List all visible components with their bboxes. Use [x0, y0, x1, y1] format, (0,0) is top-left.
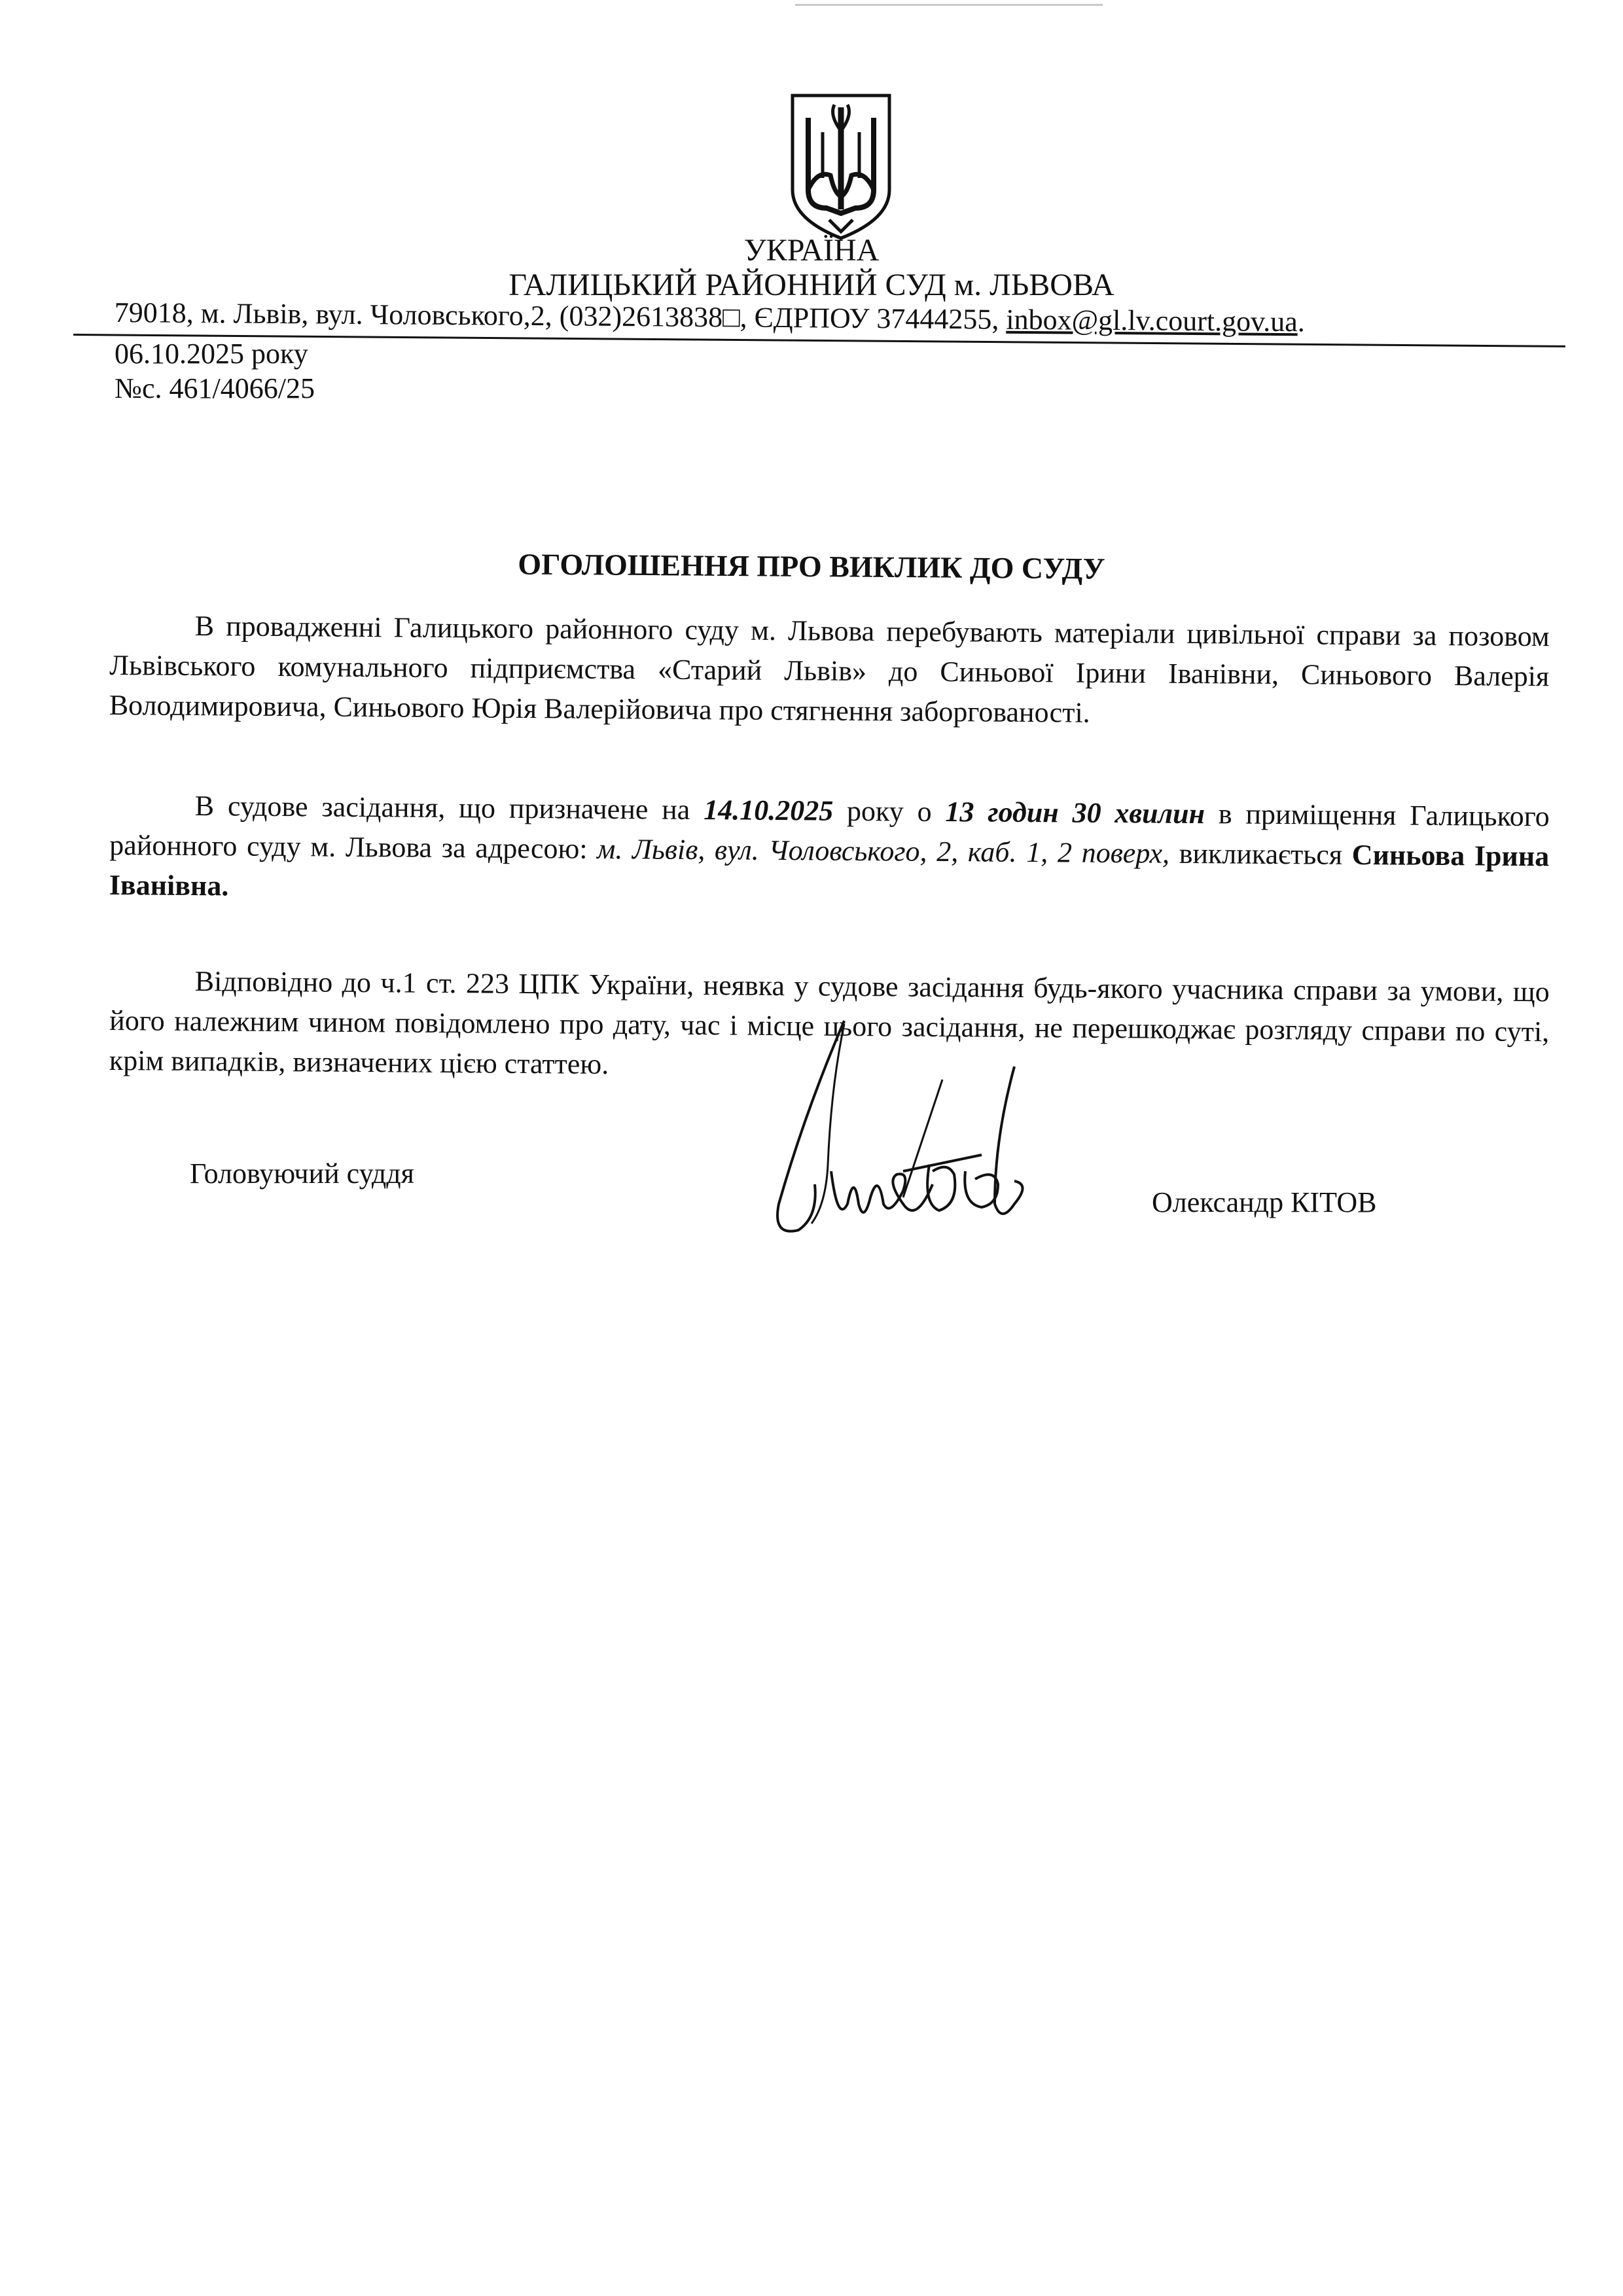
- email-suffix: .: [1297, 306, 1306, 338]
- country-heading: УКРАЇНА: [743, 233, 880, 268]
- court-email-link[interactable]: inbox@gl.lv.court.gov.ua: [1006, 303, 1298, 338]
- scan-artifact-line: [795, 4, 1103, 6]
- signature-scribble-icon: [707, 1008, 1073, 1256]
- summons-lead: В судове засідання, що призначене на: [194, 790, 704, 826]
- judge-name: Олександр КІТОВ: [1152, 1186, 1377, 1218]
- summons-mid3: викликається: [1169, 837, 1352, 871]
- hearing-time: 13 годин 30 хвилин: [945, 796, 1205, 830]
- tryzub-icon: [789, 92, 893, 242]
- paragraph-case-description: В провадженні Галицького районного суду м. Львова перебувають матеріали цивільної справи за позовом Львівського комунального підприємства «Старий Львів» до Синьової Ірини Іванівни, Синьового Валерія Володимировича, Синьового Юрія Валерійовича про стягнення заборгованості.: [109, 610, 1550, 729]
- summons-mid1: року о: [832, 794, 946, 828]
- presiding-judge-label: Головуючий суддя: [190, 1157, 414, 1190]
- case-number: №с. 461/4066/25: [115, 372, 315, 404]
- document-date: 06.10.2025 року: [115, 338, 308, 370]
- handwritten-signature: [707, 1008, 1073, 1256]
- summons-mid2: в приміщення Галицького районного суду м. Львова за адресою:: [109, 798, 1550, 865]
- paragraph-hearing-summons: [109, 785, 1550, 916]
- court-address: 79018, м. Львів, вул. Чоловського,2, (032)2613838□, ЄДРПОУ 37444255,: [114, 296, 999, 336]
- coat-of-arms-icon: [789, 92, 893, 242]
- court-name-heading: ГАЛИЦЬКИЙ РАЙОННИЙ СУД м. ЛЬВОВА: [508, 268, 1115, 302]
- paragraph-legal-notice: Відповідно до ч.1 ст. 223 ЦПК України, неявка у судове засідання будь-якого учасника справи за умови, що його належним чином повідомлено про дату, час і місце цього засідання, не перешкоджає розгляду справи по суті, крім випадків, визначених цією статтею.: [109, 965, 1550, 1080]
- hearing-date: 14.10.2025: [703, 794, 834, 827]
- summoned-person: Синьова Ірина Іванівна.: [109, 838, 1550, 902]
- document-title: ОГОЛОШЕННЯ ПРО ВИКЛИК ДО СУДУ: [518, 547, 1105, 586]
- hearing-location: м. Львів, вул. Чоловського, 2, каб. 1, 2 поверх,: [597, 832, 1170, 870]
